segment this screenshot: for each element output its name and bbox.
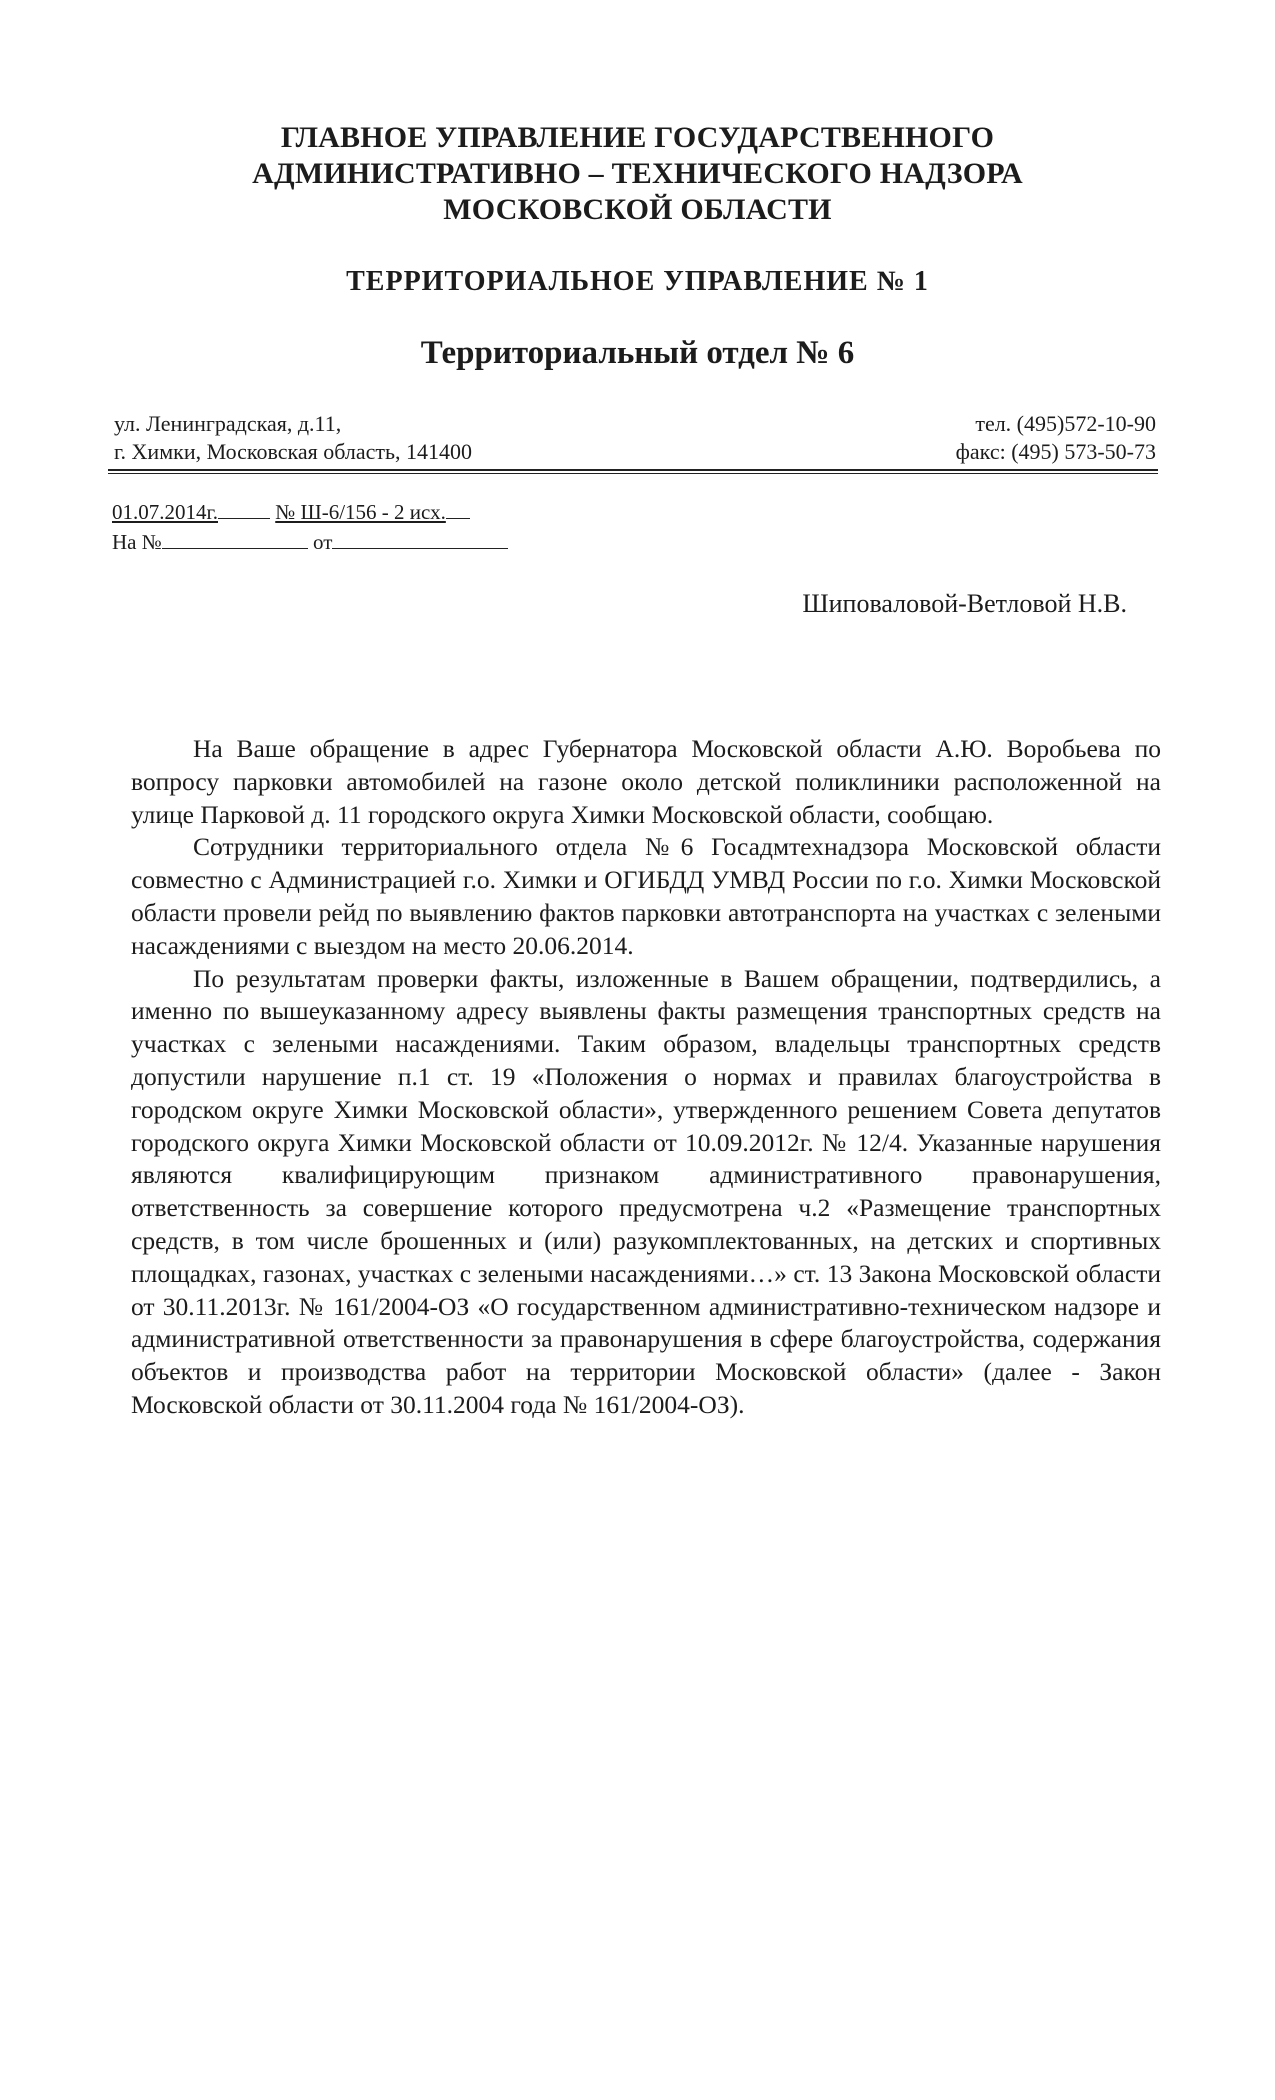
in-reply-number-blank xyxy=(162,528,308,549)
address xyxy=(114,410,472,466)
organization-name-line-1: ГЛАВНОЕ УПРАВЛЕНИЕ ГОСУДАРСТВЕННОГО xyxy=(280,121,995,154)
blank-line xyxy=(218,498,270,519)
letter-date: 01.07.2014г. xyxy=(112,500,218,524)
address-street: ул. Ленинградская, д.11, xyxy=(114,411,342,436)
office-title: Территориальный отдел № 6 xyxy=(420,335,855,371)
department-title: ТЕРРИТОРИАЛЬНОЕ УПРАВЛЕНИЕ № 1 xyxy=(346,266,929,297)
outgoing-reference xyxy=(112,497,508,527)
fax-number: факс: (495) 573-50-73 xyxy=(955,439,1156,464)
letter-number: № Ш-6/156 - 2 исх. xyxy=(275,500,446,524)
address-city: г. Химки, Московская область, 141400 xyxy=(114,439,473,464)
organization-header xyxy=(0,120,1275,228)
letter-body xyxy=(131,733,1161,1422)
organization-name-line-3: МОСКОВСКОЙ ОБЛАСТИ xyxy=(443,193,832,226)
body-paragraph-2: Сотрудники территориального отдела №6 Госадмтехнадзора Московской области совместно с Администрацией г.о. Химки и ОГИБДД УМВД России по г.о. Химки Московской области провели рейд по выявлению фактов парковки автотранспорта на участках с зелеными насаждениями с выездом на место 20.06.2014. xyxy=(131,832,1161,960)
from-label: от xyxy=(313,530,333,554)
body-paragraph-3: По результатам проверки факты, изложенные в Вашем обращении, подтвердились, а именно по вышеуказанному адресу выявлены факты размещения транспортных средств на участках с зелеными насаждениями. Таким образом, владельцы транспортных средств допустили нарушение п.1 ст. 19 «Положения о нормах и правилах благоустройства в городском округе Химки Московской области», утвержденного решением Совета депутатов городского округа Химки Московской области от 10.09.2012г. № 12/4. Указанные нарушения являются квалифицирующим признаком административного правонарушения, ответственность за совершение которого предусмотрена ч.2 «Размещение транспортных средств, в том числе брошенных и (или) разукомплектованных, на детских и спортивных площадках, газонах, участках с зелеными насаждениями…» ст. 13 Закона Московской области от 30.11.2013г. № 161/2004-ОЗ «О государственном административно-техническом надзоре и административной ответственности за правонарушения в сфере благоустройства, содержания объектов и производства работ на территории Московской области» (далее - Закон Московской области от 30.11.2004 года № 161/2004-ОЗ). xyxy=(131,963,1161,1419)
letter-number-wrap xyxy=(275,500,446,524)
phone-number: тел. (495)572-10-90 xyxy=(975,411,1156,436)
incoming-reference xyxy=(112,527,508,557)
header-divider-thin xyxy=(108,473,1158,474)
header-divider xyxy=(108,469,1158,471)
in-reply-label: На № xyxy=(112,530,162,554)
reference-block xyxy=(112,497,508,557)
organization-name-line-2: АДМИНИСТРАТИВНО – ТЕХНИЧЕСКОГО НАДЗОРА xyxy=(252,157,1023,190)
blank-line xyxy=(446,498,470,519)
recipient-name: Шиповаловой-Ветловой Н.В. xyxy=(802,589,1127,618)
body-paragraph-1: На Ваше обращение в адрес Губернатора Московской области А.Ю. Воробьева по вопросу парковки автомобилей на газоне около детской поликлиники расположенной на улице Парковой д. 11 городского округа Химки Московской области, сообщаю. xyxy=(131,734,1161,829)
from-date-blank xyxy=(332,528,508,549)
phone-fax xyxy=(956,410,1156,466)
